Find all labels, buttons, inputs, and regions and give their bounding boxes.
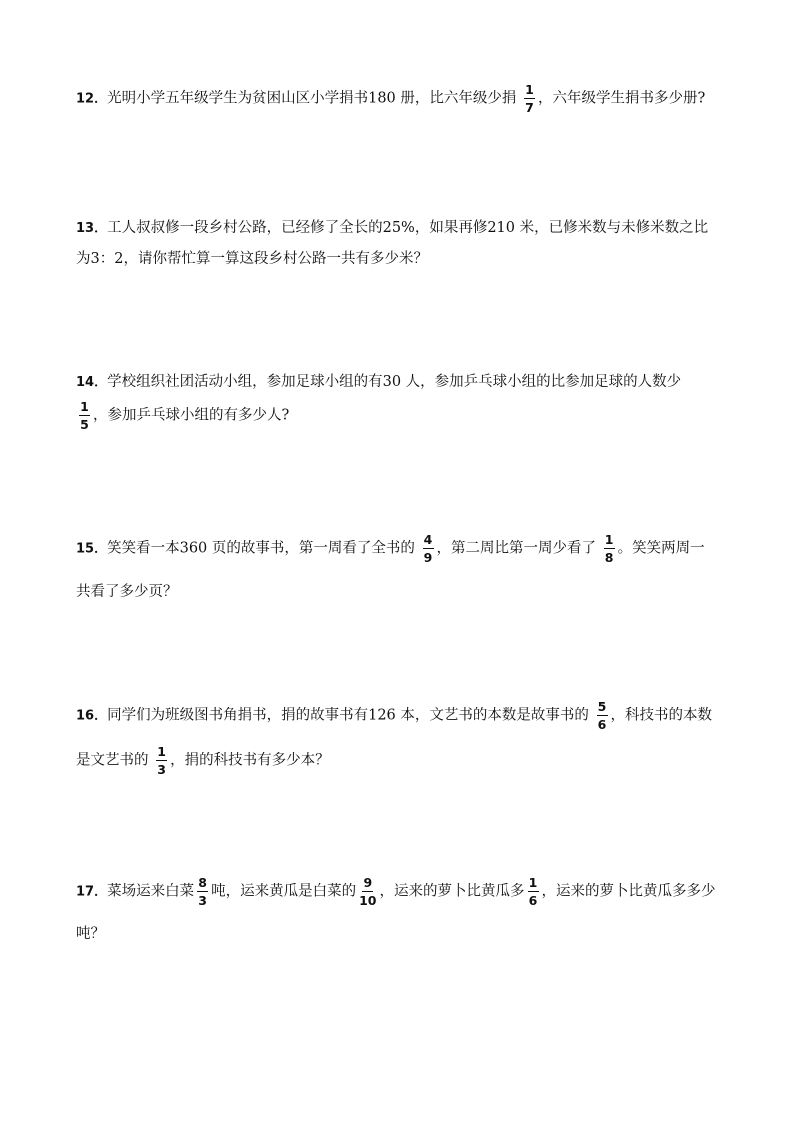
- problem-text: ，第二周比第一周少看了: [436, 540, 601, 557]
- fraction: [156, 744, 167, 777]
- problem-number: 14．: [76, 375, 108, 390]
- problem-number: 13．: [76, 221, 108, 236]
- fraction-numerator: 4: [423, 532, 433, 547]
- problem-17: [76, 875, 721, 949]
- problem-text: 同学们为班级图书角捐书，捐的故事书有126 本，文艺书的本数是故事书的: [107, 707, 594, 724]
- problem-text: 光明小学五年级学生为贫困山区小学捐书180 册，比六年级少捐: [107, 90, 521, 107]
- problem-line: [76, 367, 721, 397]
- problem-text: 共看了多少页？: [76, 584, 178, 600]
- problem-text: ，六年级学生捐书多少册?: [538, 90, 706, 107]
- fraction: [197, 875, 208, 908]
- problem-text: 工人叔叔修一段乡村公路，已经修了全长的25%，如果再修210 米，已修米数与未修米数之比: [107, 220, 709, 236]
- fraction-denominator: 5: [80, 417, 89, 432]
- fraction-denominator: 8: [604, 550, 614, 565]
- problem-text: 笑笑看一本360 页的故事书，第一周看了全书的: [107, 540, 420, 557]
- fraction-numerator: 9: [363, 875, 373, 890]
- problem-line: [76, 699, 721, 743]
- problem-14: [76, 367, 721, 443]
- problem-text: 为3：2，请你帮忙算一算这段乡村公路一共有多少米？: [76, 251, 428, 267]
- fraction-denominator: 6: [597, 717, 607, 732]
- problem-text: 学校组织社团活动小组，参加足球小组的有30 人，参加乒乓球小组的比参加足球的人数少: [107, 374, 682, 390]
- fraction-denominator: 3: [198, 893, 207, 908]
- problem-number: 17．: [76, 884, 108, 900]
- problem-line: [76, 399, 721, 443]
- problem-text: ，运来的萝卜比黄瓜多多少: [541, 883, 716, 900]
- fraction-numerator: 1: [157, 744, 166, 759]
- problem-line: [76, 82, 721, 126]
- fraction: [79, 399, 90, 432]
- fraction-denominator: 10: [359, 893, 377, 908]
- problem-text: ，科技书的本数: [610, 707, 712, 724]
- problem-line: [76, 532, 721, 576]
- problem-text: ，运来的萝卜比黄瓜多: [379, 883, 525, 900]
- problem-line: [76, 919, 721, 949]
- problem-16: [76, 699, 721, 788]
- problem-number: 15．: [76, 541, 108, 557]
- fraction-numerator: 1: [604, 532, 614, 547]
- problem-13: [76, 213, 721, 274]
- problem-text: ，捐的科技书有多少本？: [170, 752, 330, 769]
- problem-number: 16．: [76, 708, 108, 724]
- problem-text: 吨？: [76, 926, 105, 942]
- fraction-numerator: 1: [80, 399, 89, 414]
- fraction: [423, 532, 434, 565]
- fraction-denominator: 3: [157, 762, 166, 777]
- fraction: [528, 875, 539, 908]
- problem-number: 12．: [76, 91, 108, 107]
- fraction: [524, 82, 535, 115]
- fraction: [359, 875, 376, 908]
- fraction-denominator: 7: [525, 100, 534, 115]
- problem-line: [76, 213, 721, 243]
- problem-line: [76, 577, 721, 607]
- problem-15: [76, 532, 721, 607]
- fraction: [597, 699, 608, 732]
- fraction-denominator: 9: [423, 550, 433, 565]
- fraction-numerator: 1: [525, 82, 534, 97]
- problem-line: [76, 744, 721, 788]
- problem-line: [76, 244, 721, 274]
- fraction: [604, 532, 615, 565]
- fraction-numerator: 1: [528, 875, 538, 890]
- problem-12: [76, 82, 721, 126]
- problem-text: 菜场运来白菜: [107, 883, 195, 900]
- fraction-denominator: 6: [528, 893, 538, 908]
- fraction-numerator: 5: [597, 699, 607, 714]
- fraction-numerator: 8: [198, 875, 207, 890]
- problem-line: [76, 875, 721, 919]
- problem-text: 吨，运来黄瓜是白菜的: [211, 883, 357, 900]
- problem-text: 。笑笑两周一: [617, 540, 705, 557]
- problem-text: ，参加乒乓球小组的有多少人?: [93, 407, 290, 424]
- problem-text: 是文艺书的: [76, 752, 154, 769]
